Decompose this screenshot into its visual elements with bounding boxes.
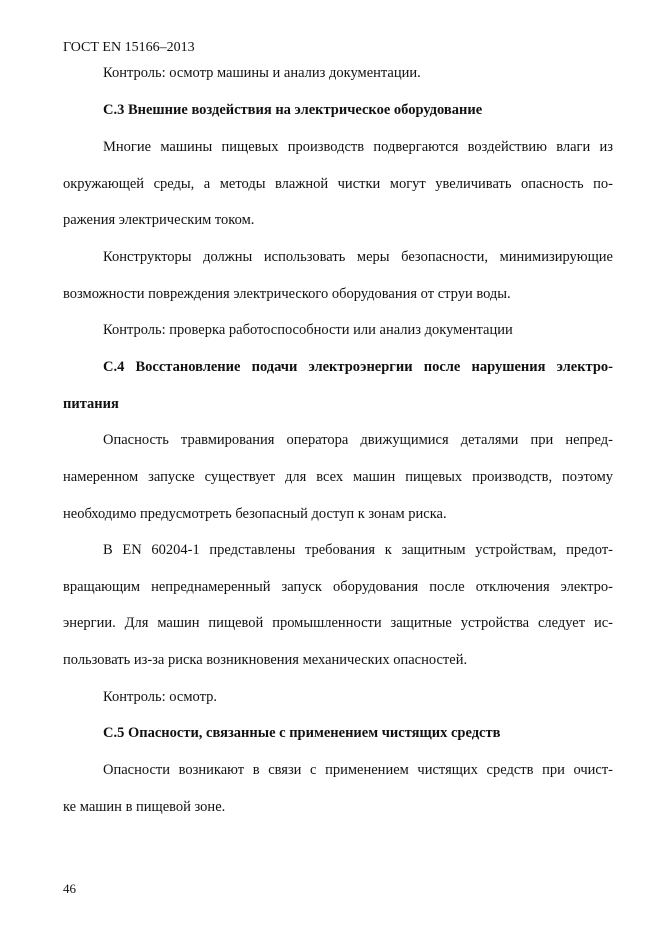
text-line: вращающим непреднамеренный запуск оборудования после отключения электро- [63,579,613,595]
text-line: Опасность травмирования оператора движущимися деталями при непред- [103,432,613,448]
text-line: необходимо предусмотреть безопасный доступ к зонам риска. [63,506,447,522]
document-code: ГОСТ EN 15166–2013 [63,40,195,55]
text-line: окружающей среды, а методы влажной чистки могут увеличивать опасность по- [63,176,613,192]
text-line: Контроль: осмотр. [103,689,217,705]
text-line: пользовать из-за риска возникновения механических опасностей. [63,652,468,668]
section-heading-c5: С.5 Опасности, связанные с применением чистящих средств [103,725,501,741]
section-heading-c4-cont: питания [63,396,119,412]
text-line: Контроль: осмотр машины и анализ документации. [103,65,421,81]
text-line: В EN 60204-1 представлены требования к защитным устройствам, предот- [103,542,613,558]
text-line: Конструкторы должны использовать меры безопасности, минимизирующие [103,249,613,265]
text-line: Опасности возникают в связи с применением чистящих средств при очист- [103,762,613,778]
text-line: возможности повреждения электрического оборудования от струи воды. [63,286,511,302]
text-line: Многие машины пищевых производств подвергаются воздействию влаги из [103,139,613,155]
text-line: намеренном запуске существует для всех машин пищевых производств, поэтому [63,469,613,485]
section-heading-c3: С.3 Внешние воздействия на электрическое оборудование [103,102,483,118]
text-line: ражения электрическим током. [63,212,255,228]
section-heading-c4: С.4 Восстановление подачи электроэнергии после нарушения электро- [103,359,613,375]
text-line: энергии. Для машин пищевой промышленности защитные устройства следует ис- [63,615,613,631]
text-line: ке машин в пищевой зоне. [63,799,226,815]
text-line: Контроль: проверка работоспособности или анализ документации [103,322,513,338]
page-number: 46 [63,881,76,896]
